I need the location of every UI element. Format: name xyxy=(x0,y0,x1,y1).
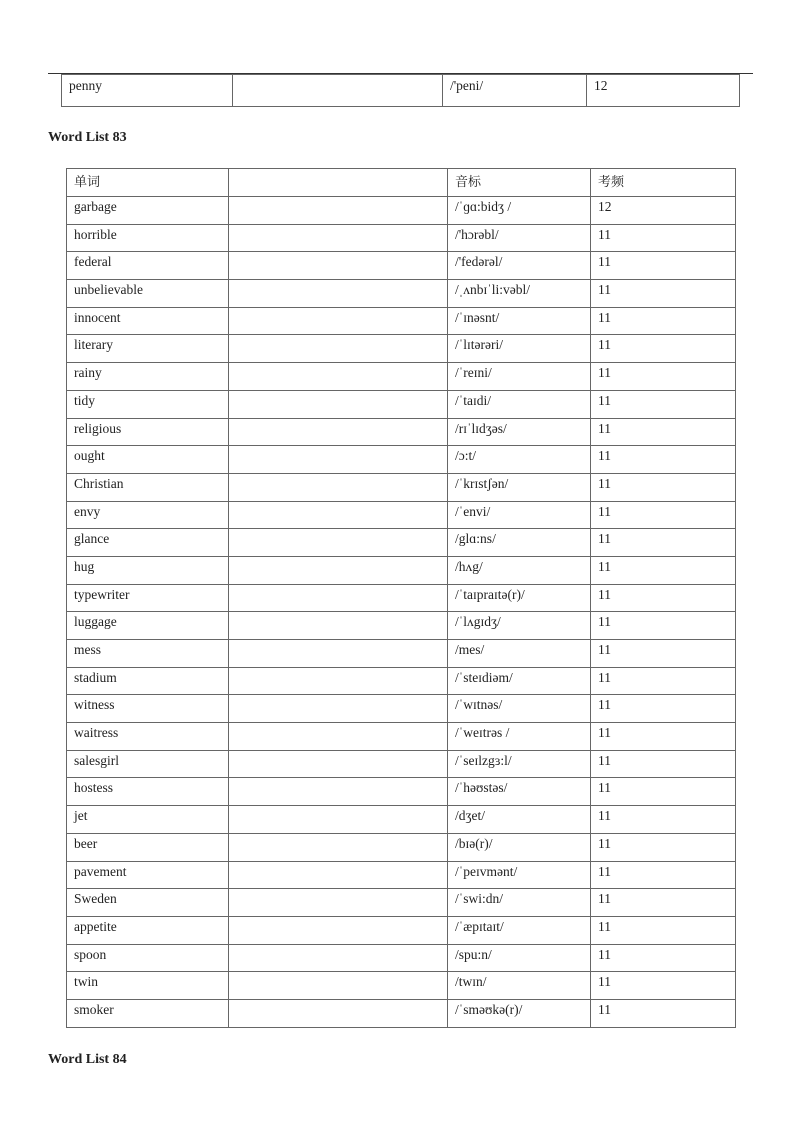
table-row xyxy=(67,224,736,252)
word-cell: tidy xyxy=(67,390,229,418)
phonetic-cell: /ˈsteɪdiəm/ xyxy=(448,667,591,695)
header-phonetic: 音标 xyxy=(448,169,591,197)
word-cell: witness xyxy=(67,695,229,723)
frequency-cell: 11 xyxy=(591,501,736,529)
frequency-cell: 12 xyxy=(587,75,740,107)
table-row xyxy=(67,667,736,695)
word-cell: beer xyxy=(67,833,229,861)
frequency-cell: 11 xyxy=(591,390,736,418)
table-row xyxy=(67,972,736,1000)
phonetic-cell: /ˈɪnəsnt/ xyxy=(448,307,591,335)
phonetic-cell: /ɔ:t/ xyxy=(448,446,591,474)
word-cell: ought xyxy=(67,446,229,474)
frequency-cell: 11 xyxy=(591,750,736,778)
blank-cell xyxy=(233,75,443,107)
frequency-cell: 11 xyxy=(591,335,736,363)
blank-cell xyxy=(229,307,448,335)
blank-cell xyxy=(229,197,448,225)
blank-cell xyxy=(229,806,448,834)
blank-cell xyxy=(229,335,448,363)
word-list-83-heading: Word List 83 xyxy=(48,130,127,145)
frequency-cell: 11 xyxy=(591,695,736,723)
blank-cell xyxy=(229,916,448,944)
table-row xyxy=(67,861,736,889)
word-cell: unbelievable xyxy=(67,280,229,308)
frequency-cell: 11 xyxy=(591,972,736,1000)
phonetic-cell: /ˈhəʊstəs/ xyxy=(448,778,591,806)
phonetic-cell: /ˈæpɪtaɪt/ xyxy=(448,916,591,944)
table-row xyxy=(67,418,736,446)
table-row xyxy=(67,335,736,363)
table-row xyxy=(67,584,736,612)
blank-cell xyxy=(229,999,448,1027)
frequency-cell: 11 xyxy=(591,252,736,280)
table-row xyxy=(67,197,736,225)
previous-list-table xyxy=(61,74,740,107)
word-cell: salesgirl xyxy=(67,750,229,778)
word-list-84-heading: Word List 84 xyxy=(48,1052,127,1067)
frequency-cell: 11 xyxy=(591,806,736,834)
table-row xyxy=(67,446,736,474)
word-list-83-table xyxy=(66,168,736,1028)
frequency-cell: 11 xyxy=(591,667,736,695)
header-blank xyxy=(229,169,448,197)
table-row xyxy=(67,944,736,972)
blank-cell xyxy=(229,640,448,668)
frequency-cell: 11 xyxy=(591,723,736,751)
word-cell: typewriter xyxy=(67,584,229,612)
table-row xyxy=(67,612,736,640)
word-cell: waitress xyxy=(67,723,229,751)
phonetic-cell: /mes/ xyxy=(448,640,591,668)
blank-cell xyxy=(229,224,448,252)
word-cell: pavement xyxy=(67,861,229,889)
word-cell: innocent xyxy=(67,307,229,335)
word-cell: penny xyxy=(62,75,233,107)
phonetic-cell: /ˈkrɪstʃən/ xyxy=(448,473,591,501)
word-cell: twin xyxy=(67,972,229,1000)
blank-cell xyxy=(229,944,448,972)
frequency-cell: 11 xyxy=(591,307,736,335)
blank-cell xyxy=(229,473,448,501)
phonetic-cell: /ˈreɪni/ xyxy=(448,363,591,391)
phonetic-cell: /ˈtaɪpraɪtə(r)/ xyxy=(448,584,591,612)
blank-cell xyxy=(229,501,448,529)
phonetic-cell: /ˈlʌgɪdʒ/ xyxy=(448,612,591,640)
header-frequency: 考频 xyxy=(591,169,736,197)
phonetic-cell: /bɪə(r)/ xyxy=(448,833,591,861)
table-row xyxy=(67,723,736,751)
blank-cell xyxy=(229,252,448,280)
phonetic-cell: /ˈɡɑ:bidʒ / xyxy=(448,197,591,225)
phonetic-cell: /ˈtaɪdi/ xyxy=(448,390,591,418)
phonetic-cell: /'peni/ xyxy=(443,75,587,107)
word-cell: envy xyxy=(67,501,229,529)
word-cell: mess xyxy=(67,640,229,668)
word-cell: hostess xyxy=(67,778,229,806)
table-row xyxy=(67,833,736,861)
phonetic-cell: /twɪn/ xyxy=(448,972,591,1000)
blank-cell xyxy=(229,778,448,806)
table-row xyxy=(67,363,736,391)
frequency-cell: 11 xyxy=(591,944,736,972)
word-cell: hug xyxy=(67,556,229,584)
word-cell: appetite xyxy=(67,916,229,944)
blank-cell xyxy=(229,584,448,612)
blank-cell xyxy=(229,667,448,695)
frequency-cell: 11 xyxy=(591,280,736,308)
word-cell: garbage xyxy=(67,197,229,225)
blank-cell xyxy=(229,556,448,584)
frequency-cell: 11 xyxy=(591,612,736,640)
phonetic-cell: /hʌg/ xyxy=(448,556,591,584)
word-cell: religious xyxy=(67,418,229,446)
blank-cell xyxy=(229,833,448,861)
table-row xyxy=(67,473,736,501)
phonetic-cell: /ˈsməʊkə(r)/ xyxy=(448,999,591,1027)
frequency-cell: 11 xyxy=(591,418,736,446)
frequency-cell: 11 xyxy=(591,999,736,1027)
table-row xyxy=(67,750,736,778)
blank-cell xyxy=(229,750,448,778)
phonetic-cell: /rɪˈlɪdʒəs/ xyxy=(448,418,591,446)
word-cell: stadium xyxy=(67,667,229,695)
frequency-cell: 11 xyxy=(591,833,736,861)
word-cell: Sweden xyxy=(67,889,229,917)
phonetic-cell: /'hɔrəbl/ xyxy=(448,224,591,252)
word-cell: rainy xyxy=(67,363,229,391)
table-row xyxy=(62,75,740,107)
table-row xyxy=(67,556,736,584)
word-cell: horrible xyxy=(67,224,229,252)
frequency-cell: 11 xyxy=(591,778,736,806)
frequency-cell: 11 xyxy=(591,584,736,612)
phonetic-cell: /ˌʌnbɪˈli:vəbl/ xyxy=(448,280,591,308)
frequency-cell: 11 xyxy=(591,224,736,252)
blank-cell xyxy=(229,363,448,391)
phonetic-cell: /spu:n/ xyxy=(448,944,591,972)
table-row xyxy=(67,501,736,529)
table-row xyxy=(67,640,736,668)
phonetic-cell: /ˈlɪtərəri/ xyxy=(448,335,591,363)
blank-cell xyxy=(229,695,448,723)
blank-cell xyxy=(229,529,448,557)
word-cell: glance xyxy=(67,529,229,557)
frequency-cell: 12 xyxy=(591,197,736,225)
phonetic-cell: /glɑ:ns/ xyxy=(448,529,591,557)
word-cell: literary xyxy=(67,335,229,363)
word-cell: jet xyxy=(67,806,229,834)
phonetic-cell: /ˈweɪtrəs / xyxy=(448,723,591,751)
phonetic-cell: /ˈswi:dn/ xyxy=(448,889,591,917)
word-cell: Christian xyxy=(67,473,229,501)
table-row xyxy=(67,390,736,418)
blank-cell xyxy=(229,723,448,751)
phonetic-cell: /'fedərəl/ xyxy=(448,252,591,280)
table-row xyxy=(67,999,736,1027)
table-row xyxy=(67,529,736,557)
blank-cell xyxy=(229,972,448,1000)
phonetic-cell: /dʒet/ xyxy=(448,806,591,834)
blank-cell xyxy=(229,446,448,474)
table-row xyxy=(67,806,736,834)
phonetic-cell: /ˈpeɪvmənt/ xyxy=(448,861,591,889)
frequency-cell: 11 xyxy=(591,556,736,584)
table-row xyxy=(67,695,736,723)
frequency-cell: 11 xyxy=(591,861,736,889)
word-cell: federal xyxy=(67,252,229,280)
table-row xyxy=(67,307,736,335)
blank-cell xyxy=(229,390,448,418)
frequency-cell: 11 xyxy=(591,446,736,474)
word-cell: smoker xyxy=(67,999,229,1027)
frequency-cell: 11 xyxy=(591,529,736,557)
blank-cell xyxy=(229,612,448,640)
table-row xyxy=(67,889,736,917)
phonetic-cell: /ˈwɪtnəs/ xyxy=(448,695,591,723)
phonetic-cell: /ˈenvi/ xyxy=(448,501,591,529)
table-row xyxy=(67,280,736,308)
header-word: 单词 xyxy=(67,169,229,197)
blank-cell xyxy=(229,889,448,917)
frequency-cell: 11 xyxy=(591,640,736,668)
word-cell: spoon xyxy=(67,944,229,972)
table-row xyxy=(67,778,736,806)
word-cell: luggage xyxy=(67,612,229,640)
blank-cell xyxy=(229,280,448,308)
blank-cell xyxy=(229,861,448,889)
frequency-cell: 11 xyxy=(591,363,736,391)
table-row xyxy=(67,252,736,280)
frequency-cell: 11 xyxy=(591,889,736,917)
phonetic-cell: /ˈseɪlzgɜ:l/ xyxy=(448,750,591,778)
table-row xyxy=(67,916,736,944)
blank-cell xyxy=(229,418,448,446)
table-header-row xyxy=(67,169,736,197)
frequency-cell: 11 xyxy=(591,916,736,944)
frequency-cell: 11 xyxy=(591,473,736,501)
